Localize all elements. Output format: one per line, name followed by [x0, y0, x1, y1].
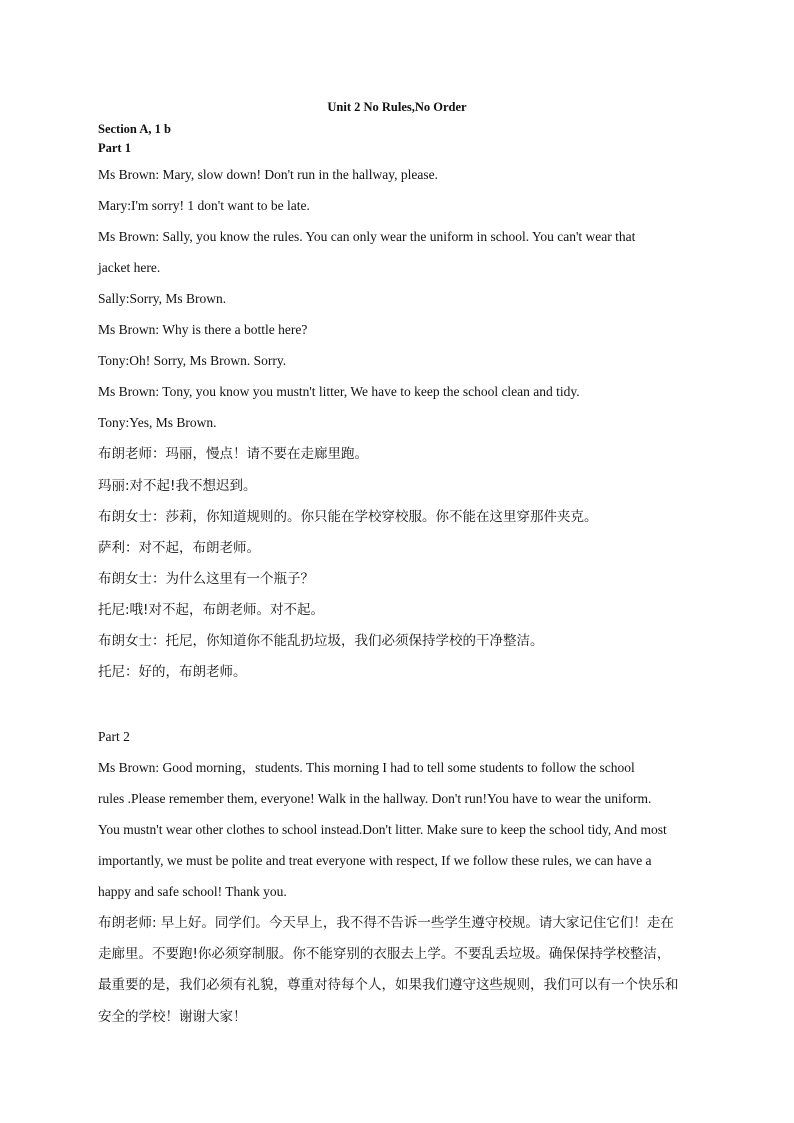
part-2-heading: Part 2 — [98, 729, 130, 744]
part-1-english-line: Mary:I'm sorry! 1 don't want to be late. — [98, 198, 310, 213]
section-heading: Section A, 1 b — [98, 122, 171, 136]
part-2-english-line: importantly, we must be polite and treat everyone with respect, If we follow these rules, we can have a — [98, 853, 652, 868]
part-1-chinese-line: 布朗女士：为什么这里有一个瓶子？ — [98, 571, 314, 587]
part-1-english-line: Sally:Sorry, Ms Brown. — [98, 291, 227, 306]
part-1-chinese-line: 布朗老师：玛丽，慢点！请不要在走廊里跑。 — [98, 446, 368, 462]
part-2-chinese-line: 最重要的是，我们必须有礼貌，尊重对待每个人，如果我们遵守这些规则，我们可以有一个快乐和 — [98, 977, 679, 993]
part-1-chinese-line: 布朗女士：莎莉，你知道规则的。你只能在学校穿校服。你不能在这里穿那件夹克。 — [98, 509, 598, 525]
part-1-english-line: Ms Brown: Tony, you know you mustn't litter, We have to keep the school clean and tidy. — [98, 384, 580, 399]
part-2-chinese-line: 安全的学校！谢谢大家！ — [98, 1009, 247, 1025]
part-1-english-line: Tony:Yes, Ms Brown. — [98, 415, 217, 430]
part-1-english-line: Ms Brown: Why is there a bottle here? — [98, 322, 308, 337]
document-title: Unit 2 No Rules,No Order — [327, 100, 467, 114]
part-1-english-line: Ms Brown: Sally, you know the rules. You can only wear the uniform in school. You can't wear that — [98, 229, 636, 244]
part-2-english-line: happy and safe school! Thank you. — [98, 884, 287, 899]
part-1-chinese-line: 玛丽:对不起!我不想迟到。 — [98, 478, 257, 494]
part-2-english-line: rules .Please remember them, everyone! Walk in the hallway. Don't run!You have to wear the uniform. — [98, 791, 652, 806]
part-2-english-line: Ms Brown: Good morning，students. This morning I had to tell some students to follow the school — [98, 760, 635, 775]
part-2-english-line: You mustn't wear other clothes to school instead.Don't litter. Make sure to keep the school tidy, And most — [98, 822, 667, 837]
part-1-chinese-line: 托尼:哦!对不起，布朗老师。对不起。 — [98, 602, 324, 618]
part-1-chinese-line: 萨利：对不起，布朗老师。 — [98, 540, 260, 556]
part-1-english-line: Tony:Oh! Sorry, Ms Brown. Sorry. — [98, 353, 287, 368]
part-1-english-line: Ms Brown: Mary, slow down! Don't run in the hallway, please. — [98, 167, 439, 182]
part-2-chinese-line: 布朗老师: 早上好。同学们。今天早上，我不得不告诉一些学生遵守校规。请大家记住它们！走在 — [98, 915, 674, 931]
part-1-heading: Part 1 — [98, 141, 131, 155]
part-2-chinese-line: 走廊里。不要跑!你必须穿制服。你不能穿别的衣服去上学。不要乱丢垃圾。确保保持学校整洁， — [98, 946, 671, 962]
part-1-english-line: jacket here. — [98, 260, 161, 275]
part-1-chinese-line: 布朗女士：托尼，你知道你不能乱扔垃圾，我们必须保持学校的干净整洁。 — [98, 633, 544, 649]
part-1-chinese-line: 托尼：好的，布朗老师。 — [98, 664, 247, 680]
